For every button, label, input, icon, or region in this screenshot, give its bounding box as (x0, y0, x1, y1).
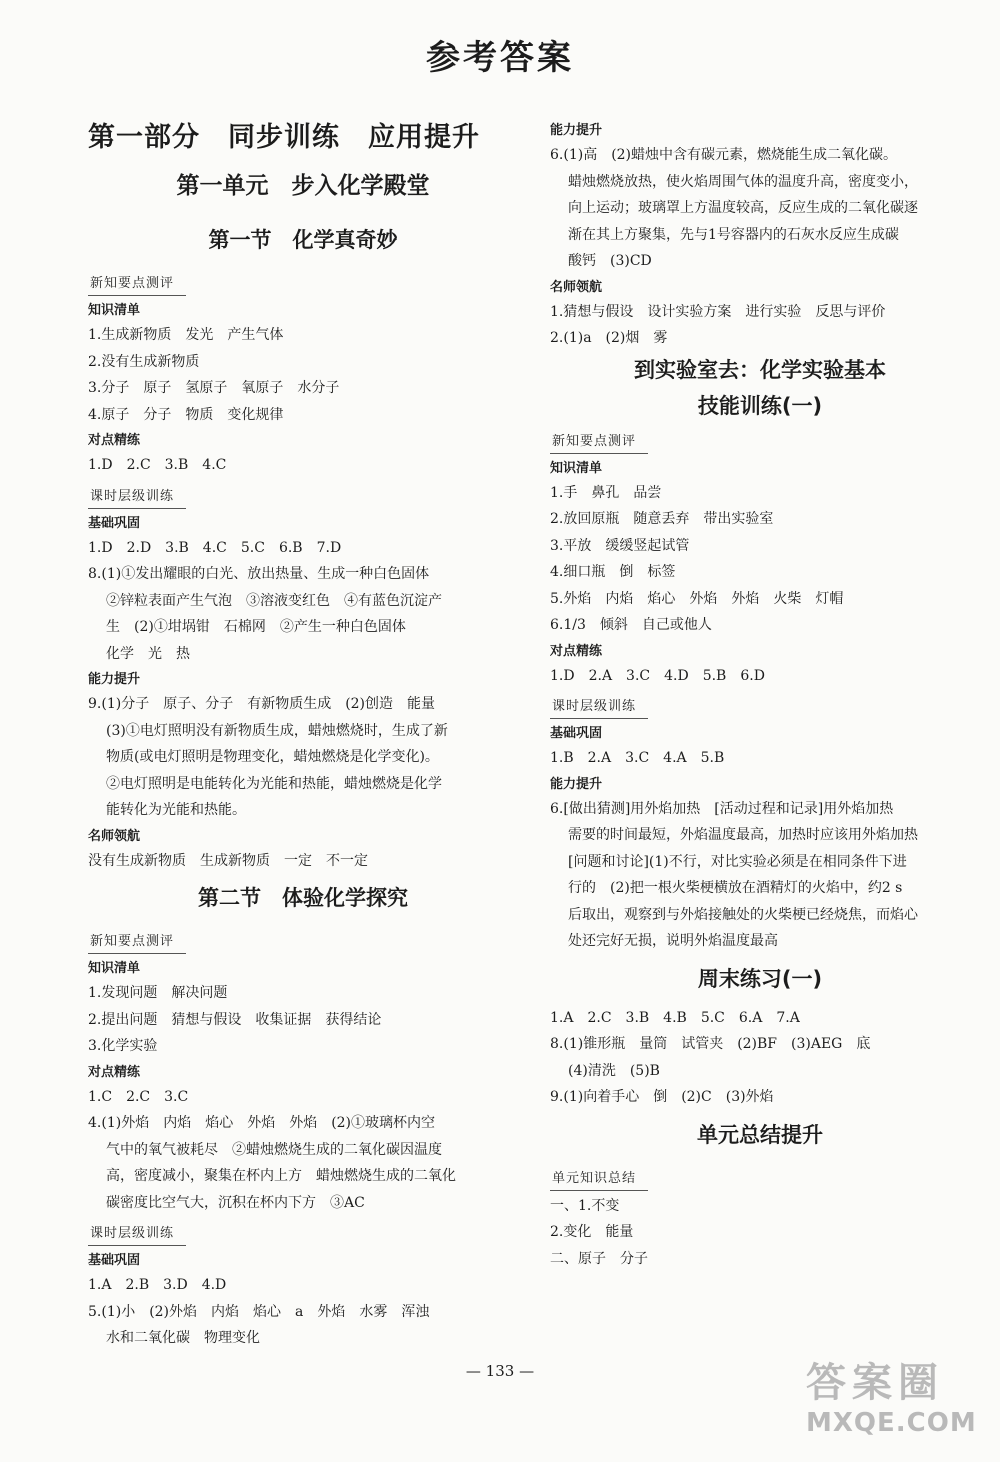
answer-line: 能转化为光能和热能。 (106, 802, 246, 818)
answer-line: 1.D 2.C 3.B 4.C (88, 457, 227, 473)
answer-line: ②锌粒表面产生气泡 ③溶液变红色 ④有蓝色沉淀产 (106, 592, 442, 609)
watermark-text: 答案圈 (806, 1360, 944, 1406)
section-tag: 新知要点测评 (550, 430, 648, 454)
answer-line: 蜡烛燃烧放热，使火焰周围气体的温度升高，密度变小， (568, 173, 918, 190)
answer-line: 一、1.不变 (550, 1197, 620, 1214)
unit-summary-title: 单元总结提升 (697, 1122, 823, 1147)
answer-line: 1.生成新物质 发光 产生气体 (88, 327, 284, 343)
answer-line: 需要的时间最短，外焰温度最高，加热时应该用外焰加热 (568, 827, 918, 843)
answer-line: 1.D 2.D 3.B 4.C 5.C 6.B 7.D (88, 539, 342, 556)
answer-line: 2.提出问题 猜想与假设 收集证据 获得结论 (88, 1011, 382, 1028)
answer-line: 1.猜想与假设 设计实验方案 进行实验 反思与评价 (550, 303, 886, 320)
answer-line: 水和二氧化碳 物理变化 (106, 1330, 260, 1346)
answer-line: 后取出，观察到与外焰接触处的火柴梗已经烧焦，而焰心 (568, 906, 918, 923)
section-1-title: 第一节 化学真奇妙 (208, 228, 398, 252)
subheading: 基础巩固 (88, 1253, 141, 1268)
answer-line: 二、原子 分子 (550, 1250, 648, 1267)
answer-line: ②电灯照明是电能转化为光能和热能，蜡烛燃烧是化学 (106, 775, 442, 792)
lab-title-line-1: 到实验室去：化学实验基本 (634, 357, 886, 382)
subheading: 名师领航 (88, 828, 141, 844)
subheading: 对点精练 (550, 643, 603, 659)
answer-line: [问题和讨论](1)不行，对比实验必须是在相同条件下进 (568, 853, 907, 870)
subheading: 知识清单 (88, 961, 141, 976)
subheading: 能力提升 (550, 776, 603, 792)
answer-line: 1.手 鼻孔 品尝 (550, 484, 662, 501)
section-tag: 课时层级训练 (550, 695, 648, 719)
answer-line: (3)①电灯照明没有新物质生成，蜡烛燃烧时，生成了新 (106, 722, 448, 739)
answer-line: 向上运动；玻璃罩上方温度较高，反应生成的二氧化碳逐 (568, 200, 918, 216)
subheading: 基础巩固 (550, 726, 603, 741)
answer-line: 9.(1)分子 原子、分子 有新物质生成 (2)创造 能量 (88, 696, 436, 712)
subheading: 能力提升 (88, 672, 141, 687)
answer-line: 2.放回原瓶 随意丢弃 带出实验室 (550, 511, 774, 527)
part-title: 第一部分 同步训练 应用提升 (88, 122, 480, 153)
section-tag: 课时层级训练 (88, 485, 186, 509)
answer-line: 4.(1)外焰 内焰 焰心 外焰 外焰 (2)①玻璃杯内空 (88, 1115, 436, 1131)
answer-line: 6.[做出猜测]用外焰加热 [活动过程和记录]用外焰加热 (550, 800, 894, 817)
subheading: 知识清单 (550, 460, 603, 476)
answer-line: 1.B 2.A 3.C 4.A 5.B (550, 750, 725, 766)
answer-line: 行的 (2)把一根火柴梗横放在酒精灯的火焰中，约2 s (568, 880, 903, 896)
answer-line: 8.(1)锥形瓶 量筒 试管夹 (2)BF (3)AEG 底 (550, 1036, 871, 1052)
answer-line: 处还完好无损，说明外焰温度最高 (568, 933, 778, 949)
section-2-title: 第二节 体验化学探究 (198, 886, 408, 910)
answer-line: 碳密度比空气大，沉积在杯内下方 ③AC (106, 1194, 365, 1211)
answer-line: 1.发现问题 解决问题 (88, 985, 228, 1001)
answer-line: 5.(1)小 (2)外焰 内焰 焰心 a 外焰 水雾 浑浊 (88, 1303, 430, 1320)
answer-line: 3.化学实验 (88, 1038, 158, 1054)
subheading: 对点精练 (88, 433, 141, 448)
page-title: 参考答案 (426, 38, 574, 78)
subheading: 知识清单 (88, 303, 141, 318)
answer-line: 3.分子 原子 氢原子 氧原子 水分子 (88, 380, 340, 396)
answer-line: 渐在其上方聚集，先与1号容器内的石灰水反应生成碳 (568, 226, 899, 243)
answer-line: 2.变化 能量 (550, 1224, 634, 1240)
lab-title-line-2: 技能训练(一) (697, 393, 823, 418)
answer-line: 1.A 2.C 3.B 4.B 5.C 6.A 7.A (550, 1009, 800, 1026)
unit-title: 第一单元 步入化学殿堂 (176, 173, 430, 199)
answer-line: 4.细口瓶 倒 标签 (550, 564, 676, 580)
subheading: 能力提升 (550, 123, 603, 138)
answer-line: 5.外焰 内焰 焰心 外焰 外焰 火柴 灯帽 (550, 590, 844, 607)
answer-line: 6.(1)高 (2)蜡烛中含有碳元素，燃烧能生成二氧化碳。 (550, 147, 898, 163)
answer-line: 1.A 2.B 3.D 4.D (88, 1277, 227, 1293)
subheading: 名师领航 (550, 279, 603, 295)
watermark-url: MXQE.COM (806, 1408, 977, 1438)
answer-line: 没有生成新物质 生成新物质 一定 不一定 (88, 852, 368, 869)
section-tag: 新知要点测评 (88, 930, 186, 954)
answer-line: 化学 光 热 (106, 645, 190, 662)
answer-line: 8.(1)①发出耀眼的白光、放出热量、生成一种白色固体 (88, 566, 430, 582)
answer-line: 2.没有生成新物质 (88, 353, 200, 370)
answer-line: 2.(1)a (2)烟 雾 (550, 330, 668, 346)
answer-line: 9.(1)向着手心 倒 (2)C (3)外焰 (550, 1089, 774, 1105)
subheading: 对点精练 (88, 1064, 141, 1080)
left-column (88, 118, 518, 1352)
subheading: 基础巩固 (88, 515, 141, 531)
section-tag: 单元知识总结 (550, 1167, 648, 1191)
right-column (550, 118, 970, 1272)
answer-line: 3.平放 缓缓竖起试管 (550, 537, 690, 554)
answer-line: 气中的氧气被耗尽 ②蜡烛燃烧生成的二氧化碳因温度 (106, 1141, 442, 1158)
answer-line: (4)清洗 (5)B (568, 1062, 660, 1079)
watermark-logo (806, 1358, 982, 1448)
answer-line: 4.原子 分子 物质 变化规律 (88, 406, 284, 423)
answer-line: 1.C 2.C 3.C (88, 1088, 189, 1105)
answer-line: 生 (2)①坩埚钳 石棉网 ②产生一种白色固体 (106, 619, 406, 635)
answer-line: 6.1/3 倾斜 自己或他人 (550, 617, 712, 633)
section-tag: 新知要点测评 (88, 272, 186, 296)
answer-line: 高，密度减小，聚集在杯内上方 蜡烛燃烧生成的二氧化 (106, 1168, 456, 1184)
page-number: — 133 — (465, 1362, 535, 1380)
weekend-practice-title: 周末练习(一) (697, 966, 823, 991)
section-tag: 课时层级训练 (88, 1222, 186, 1246)
answer-line: 酸钙 (3)CD (568, 253, 652, 269)
answer-line: 1.D 2.A 3.C 4.D 5.B 6.D (550, 667, 765, 684)
answer-line: 物质(或电灯照明是物理变化，蜡烛燃烧是化学变化)。 (106, 749, 439, 765)
